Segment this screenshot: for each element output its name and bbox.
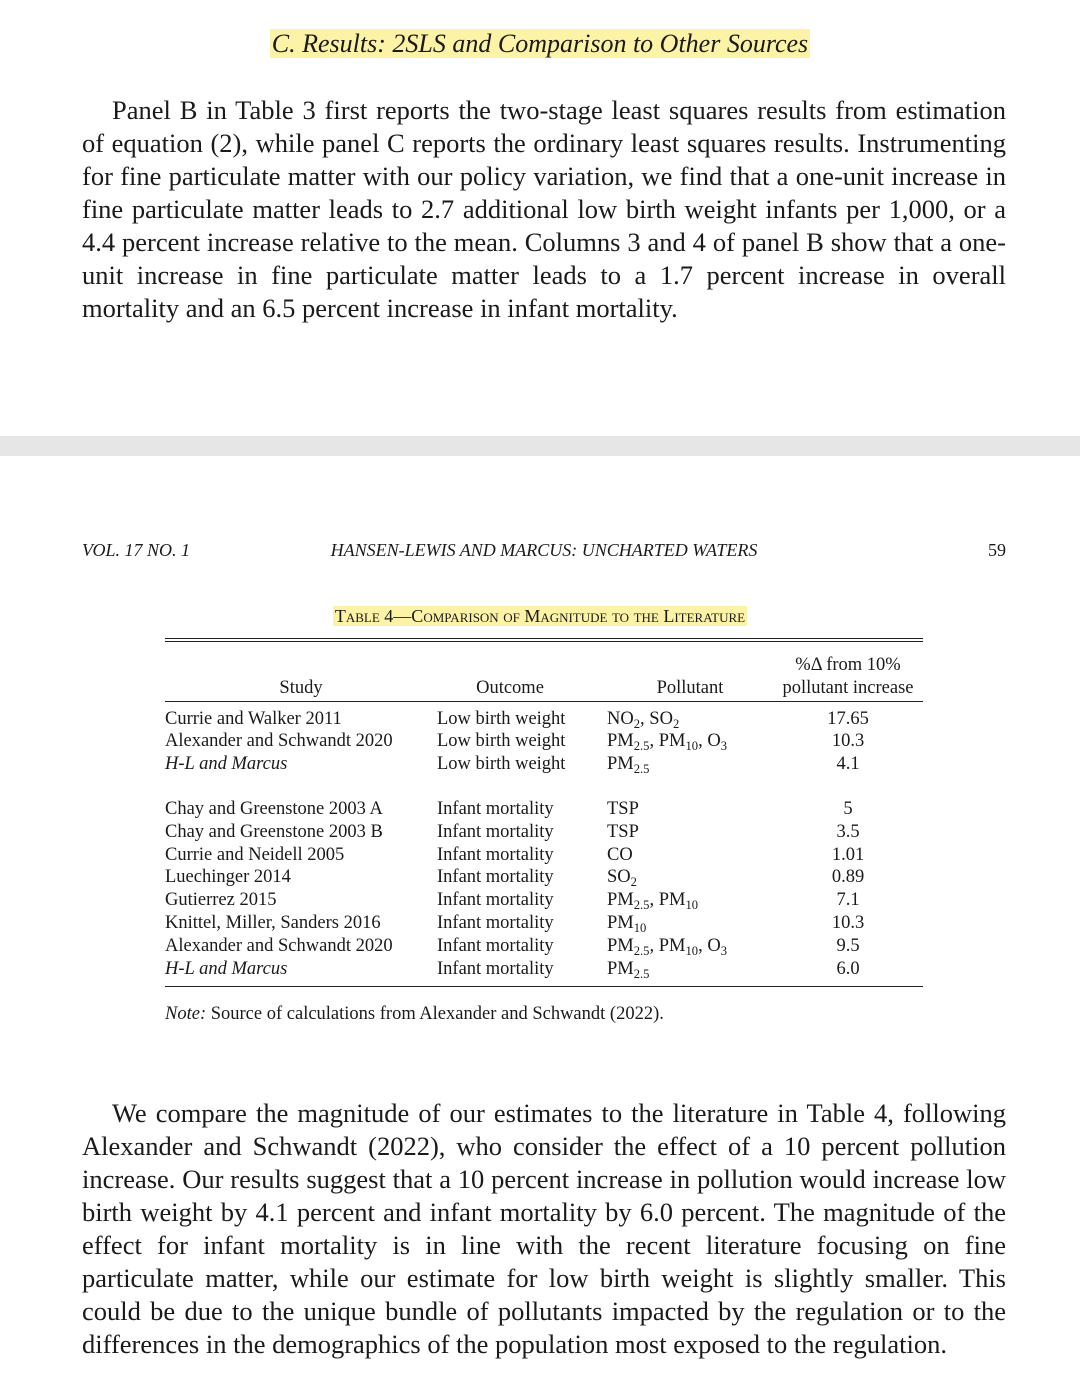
pollutant-cell: $PM_{2.5}$, $PM_{10}$, $O_3$	[607, 935, 727, 958]
table-title-text: Table 4—Comparison of Magnitude to the Literature	[334, 606, 746, 626]
table-title	[0, 604, 1080, 628]
page-break-divider	[0, 436, 1080, 456]
study-cell: Alexander and Schwandt 2020	[165, 731, 393, 752]
paragraph-comparison-text: We compare the magnitude of our estimates to the literature in Table 4, following Alexander and Schwandt (2022), who consider the effect of a 10 percent pollution increase. Our results suggest that a 10 percent increase in pollution would increase low birth weight by 4.1 percent and infant mortality by 6.0 percent. The magnitude of the effect for infant mortality is in line with the recent literature focusing on fine particulate matter, while our estimate for low birth weight is slightly smaller. This could be due to the unique bundle of pollutants impacted by the regulation or to the differences in the demographics of the population most exposed to the regulation.	[82, 1098, 1006, 1359]
table-note-text: Source of calculations from Alexander and Schwandt (2022).	[210, 1004, 664, 1024]
percent-change-cell: 7.1	[836, 890, 860, 911]
pollutant-cell: $PM_{10}$	[607, 912, 647, 935]
pollutant-cell: $PM_{2.5}$	[607, 958, 650, 981]
study-cell: Knittel, Miller, Sanders 2016	[165, 912, 381, 933]
paragraph-results-text: Panel B in Table 3 first reports the two-stage least squares results from estimation of equation (2), while panel C reports the ordinary least squares results. Instrumenting for fine particulate matter with our policy variation, we find that a one-unit increase in fine particulate matter leads to 2.7 additional low birth weight infants per 1,000, or a 4.4 percent increase relative to the mean. Columns 3 and 4 of panel B show that a one-unit increase in fine particulate matter leads to a 1.7 percent increase in overall mortality and an 6.5 percent increase in infant mortality.	[82, 95, 1006, 323]
outcome-cell: Infant mortality	[437, 912, 554, 933]
table-note	[165, 1002, 664, 1026]
table-row	[165, 912, 923, 935]
header-percent-line-2: pollutant increase	[782, 677, 914, 698]
pollutant-cell: CO	[607, 844, 633, 865]
pollutant-cell: TSP	[607, 798, 639, 819]
journal-volume: VOL. 17 NO. 1	[82, 540, 190, 560]
infant-mortality-group	[165, 798, 923, 980]
section-heading-text: C. Results: 2SLS and Comparison to Other Sources	[271, 29, 809, 58]
study-cell: Chay and Greenstone 2003 A	[165, 798, 383, 819]
study-cell: H-L and Marcus	[165, 958, 288, 979]
running-header	[82, 540, 1006, 566]
outcome-cell: Low birth weight	[437, 731, 566, 752]
outcome-cell: Infant mortality	[437, 958, 554, 979]
header-study: Study	[279, 677, 323, 698]
pollutant-cell: $SO_2$	[607, 867, 637, 890]
table-row	[165, 798, 923, 821]
percent-change-cell: 4.1	[836, 754, 860, 775]
study-cell: Currie and Walker 2011	[165, 708, 342, 729]
pollutant-cell: $NO_2$, $SO_2$	[607, 708, 680, 731]
outcome-cell: Low birth weight	[437, 708, 566, 729]
header-pollutant: Pollutant	[656, 677, 724, 698]
study-cell: Gutierrez 2015	[165, 890, 277, 911]
page-number: 59	[988, 540, 1006, 560]
outcome-cell: Infant mortality	[437, 798, 554, 819]
outcome-cell: Low birth weight	[437, 754, 566, 775]
table-row	[165, 753, 923, 776]
pollutant-cell: $PM_{2.5}$, $PM_{10}$, $O_3$	[607, 731, 727, 754]
table-bottom-rule	[165, 986, 923, 987]
outcome-cell: Infant mortality	[437, 867, 554, 888]
percent-change-cell: 10.3	[831, 912, 865, 933]
outcome-cell: Infant mortality	[437, 890, 554, 911]
percent-change-cell: 17.65	[827, 708, 869, 729]
percent-change-cell: 3.5	[836, 821, 860, 842]
table-row	[165, 730, 923, 753]
header-percent-line-1: %Δ from 10%	[795, 655, 901, 675]
percent-change-cell: 9.5	[836, 935, 860, 956]
paragraph-results	[82, 94, 1006, 325]
percent-change-cell: 6.0	[836, 958, 860, 979]
table-header-row	[165, 642, 923, 701]
table-note-label: Note:	[165, 1004, 207, 1024]
table-row	[165, 958, 923, 981]
pollutant-cell: $PM_{2.5}$, $PM_{10}$	[607, 890, 699, 912]
percent-change-cell: 5	[843, 798, 853, 819]
outcome-cell: Infant mortality	[437, 935, 554, 956]
running-title: HANSEN-LEWIS AND MARCUS: UNCHARTED WATERS	[330, 540, 758, 560]
table-row	[165, 708, 923, 731]
study-cell: Luechinger 2014	[165, 867, 291, 888]
header-percent-change	[773, 654, 923, 700]
table-row	[165, 866, 923, 889]
literature-comparison-table	[165, 638, 923, 987]
percent-change-cell: 10.3	[831, 731, 865, 752]
study-cell: Currie and Neidell 2005	[165, 844, 345, 865]
outcome-cell: Infant mortality	[437, 821, 554, 842]
section-heading	[0, 26, 1080, 62]
percent-change-cell: 1.01	[831, 844, 865, 865]
study-cell: Chay and Greenstone 2003 B	[165, 821, 383, 842]
study-cell: Alexander and Schwandt 2020	[165, 935, 393, 956]
low-birth-weight-group	[165, 702, 923, 776]
study-cell: H-L and Marcus	[165, 754, 288, 775]
percent-change-cell: 0.89	[831, 867, 865, 888]
table-row	[165, 889, 923, 912]
pollutant-cell: TSP	[607, 821, 639, 842]
group-spacer	[165, 776, 923, 798]
header-outcome: Outcome	[476, 677, 544, 698]
table-row	[165, 935, 923, 958]
paragraph-comparison	[82, 1097, 1006, 1361]
outcome-cell: Infant mortality	[437, 844, 554, 865]
table-row	[165, 844, 923, 867]
pollutant-cell: $PM_{2.5}$	[607, 754, 650, 776]
table-row	[165, 821, 923, 844]
